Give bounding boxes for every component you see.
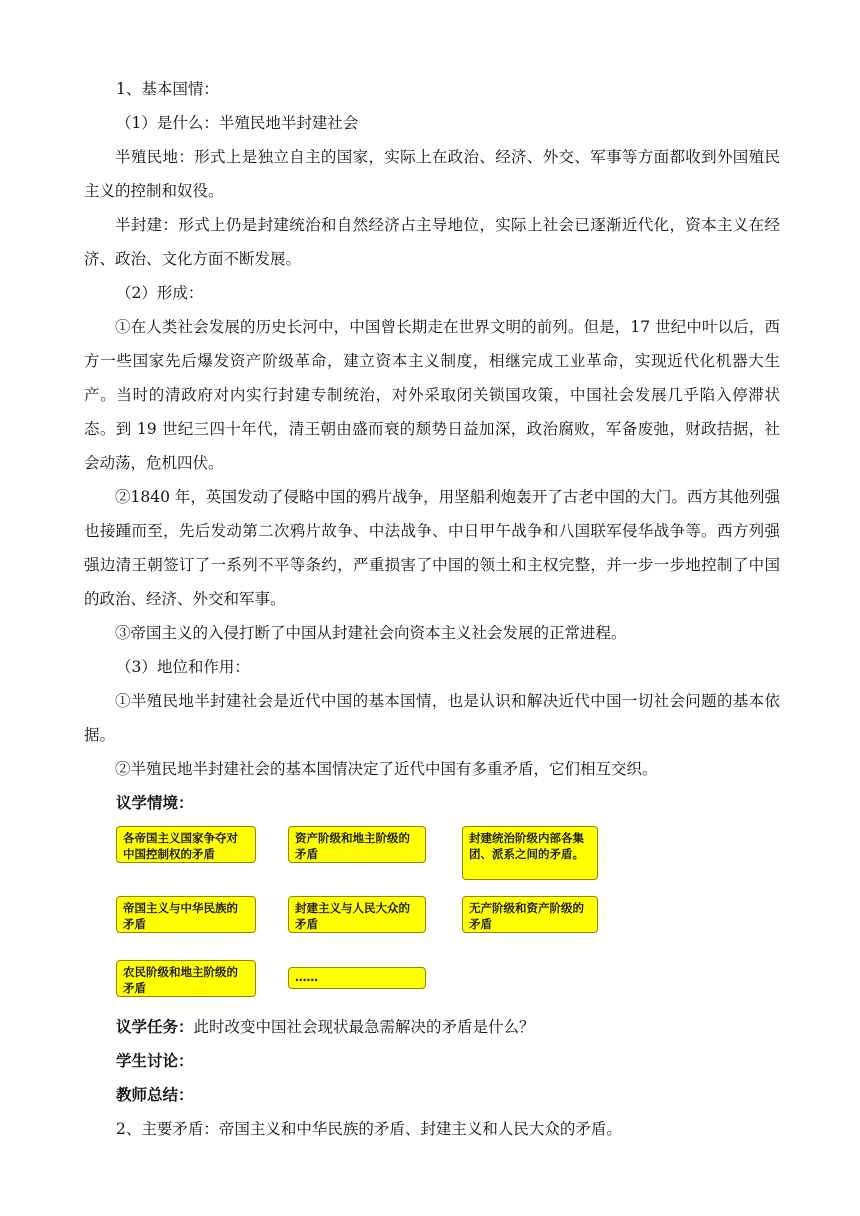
section1-title: 1、基本国情： (116, 80, 219, 98)
task-line (84, 1010, 780, 1044)
discussion-label: 学生讨论： (116, 1052, 194, 1070)
main-contradiction-text: 2、主要矛盾：帝国主义和中华民族的矛盾、封建主义和人民大众的矛盾。 (116, 1120, 622, 1138)
formation-paragraph-3: ③帝国主义的入侵打断了中国从封建社会向资本主义社会发展的正常进程。 (115, 624, 627, 642)
contradiction-box: 各帝国主义国家争夺对中国控制权的矛盾 (116, 826, 256, 863)
role-paragraph-2: ②半殖民地半封建社会的基本国情决定了近代中国有多重矛盾，它们相互交织。 (115, 760, 658, 778)
semi-feudal-paragraph: 半封建：形式上仍是封建统治和自然经济占主导地位，实际上社会已逐渐近代化，资本主义在经济、政治、文化方面不断发展。 (84, 216, 780, 268)
contradiction-boxes (84, 822, 780, 1010)
role-heading: （3）地位和作用： (116, 658, 250, 676)
contradiction-box: 封建主义与人民大众的矛盾 (288, 896, 426, 933)
task-label: 议学任务： (116, 1018, 194, 1036)
document-page (84, 72, 780, 1146)
summary-label: 教师总结： (116, 1086, 194, 1104)
semi-colonial-paragraph: 半殖民地：形式上是独立自主的国家，实际上在政治、经济、外交、军事等方面都收到外国殖民主义的控制和奴役。 (84, 148, 780, 200)
formation-heading: （2）形成： (116, 284, 204, 302)
contradiction-box: 农民阶级和地主阶级的矛盾 (116, 960, 256, 997)
contradiction-box-ellipsis: …… (288, 967, 426, 989)
formation-paragraph-1: ①在人类社会发展的历史长河中，中国曾长期走在世界文明的前列。但是，17 世纪中叶以后，西方一些国家先后爆发资产阶级革命，建立资本主义制度，相继完成工业革命，实现近代化机器大生产。当时的清政府对内实行封建专制统治，对外采取闭关锁国攻策，中国社会发展几乎陷入停滞状态。到 19 世纪三四十年代，清王朝由盛而衰的颓势日益加深，政治腐败，军备废弛，财政拮据，社会动荡，危机四伏。 (84, 318, 780, 472)
what-is-heading: （1）是什么：半殖民地半封建社会 (116, 114, 359, 132)
contradiction-box: 无产阶级和资产阶级的矛盾 (462, 896, 598, 933)
formation-paragraph-2: ②1840 年，英国发动了侵略中国的鸦片战争，用坚船利炮轰开了古老中国的大门。西方其他列强也接踵而至，先后发动第二次鸦片故争、中法战争、中日甲午战争和八国联军侵华战争等。西方列强强边清王朝签订了一系列不平等条约，严重损害了中国的领土和主权完整，并一步一步地控制了中国的政治、经济、外交和军事。 (84, 488, 780, 608)
situation-label: 议学情境： (116, 794, 194, 812)
role-paragraph-1: ①半殖民地半封建社会是近代中国的基本国情，也是认识和解决近代中国一切社会问题的基本依据。 (84, 692, 780, 744)
task-question: 此时改变中国社会现状最急需解决的矛盾是什么？ (193, 1018, 535, 1036)
contradiction-box: 帝国主义与中华民族的矛盾 (116, 896, 256, 933)
contradiction-box: 封建统治阶级内部各集团、派系之间的矛盾。 (462, 826, 598, 880)
contradiction-box: 资产阶级和地主阶级的矛盾 (288, 826, 426, 863)
